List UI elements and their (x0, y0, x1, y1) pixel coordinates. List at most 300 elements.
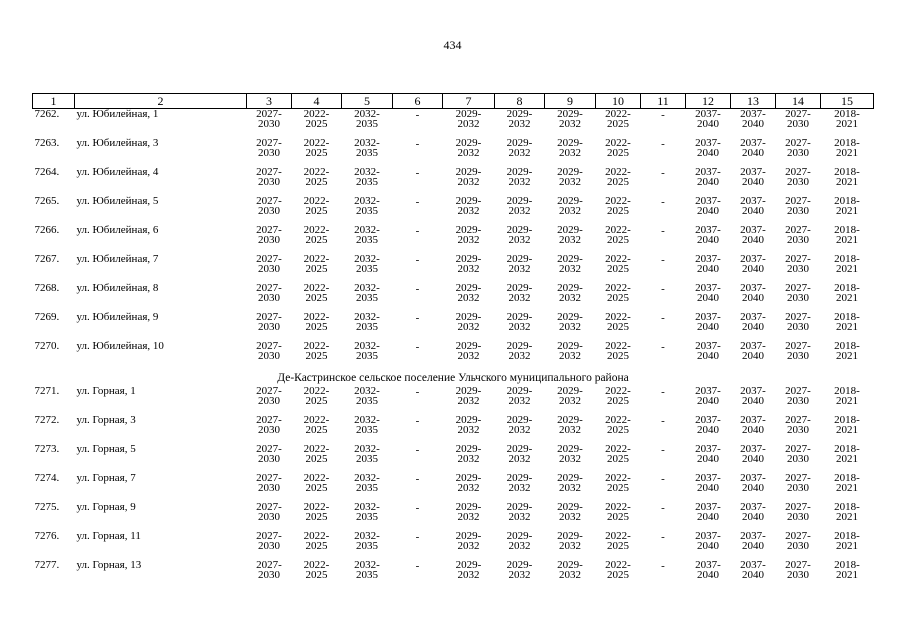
period-end: 2032 (508, 292, 531, 304)
period-cell-c13 (731, 415, 776, 444)
period-cell-c7 (443, 531, 495, 560)
period-end: 2030 (258, 395, 280, 407)
period-end: 2040 (697, 569, 719, 581)
period-start: 2022- (605, 559, 631, 571)
period-cell-c7 (443, 254, 495, 283)
period-cell-c9 (545, 167, 596, 196)
period-start: 2027- (785, 340, 811, 352)
table-row (33, 386, 874, 415)
header-cell: 13 (731, 94, 776, 109)
period-end: 2040 (697, 176, 719, 188)
period-start: 2022- (605, 472, 631, 484)
period-cell-c12 (686, 167, 731, 196)
period-start: 2037- (695, 530, 721, 542)
period-cell-c15 (821, 502, 874, 531)
period-cell-c4 (292, 283, 342, 312)
period-end: 2032 (457, 569, 480, 581)
period-end: 2030 (258, 511, 280, 523)
period-cell-c8 (495, 531, 545, 560)
period-cell-c4 (292, 444, 342, 473)
period-cell-c12 (686, 560, 731, 589)
period-start: 2027- (785, 224, 811, 236)
period-start: 2022- (605, 385, 631, 397)
period-start: 2029- (557, 530, 583, 542)
period-end: 2025 (607, 350, 629, 362)
row-number: 7263. (34, 137, 60, 149)
period-end: 2021 (836, 147, 858, 159)
period-start: 2029- (506, 282, 533, 294)
table-row (33, 415, 874, 444)
period-cell-c3 (247, 560, 292, 589)
period-start: 2018- (834, 340, 860, 352)
period-end: 2032 (457, 263, 480, 275)
period-cell-c8 (495, 341, 545, 370)
period-cell-c9 (545, 531, 596, 560)
period-start: 2027- (256, 195, 282, 207)
period-cell-c8 (495, 283, 545, 312)
header-cell: 11 (641, 94, 686, 109)
period-cell-c14 (776, 415, 821, 444)
period-end: 2040 (697, 147, 719, 159)
period-start: 2037- (695, 137, 721, 149)
period-start: 2022- (605, 253, 631, 265)
period-start: 2027- (785, 414, 811, 426)
period-cell-c10 (596, 312, 641, 341)
table-row (33, 167, 874, 196)
period-start: 2037- (695, 414, 721, 426)
period-cell-c5 (342, 167, 393, 196)
period-start: 2029- (557, 137, 583, 149)
period-cell-c9 (545, 283, 596, 312)
period-cell-c11: - (661, 283, 665, 295)
period-cell-c14 (776, 473, 821, 502)
period-start: 2027- (785, 253, 811, 265)
period-cell-c9 (545, 196, 596, 225)
period-end: 2035 (356, 569, 378, 581)
period-cell-c5 (342, 502, 393, 531)
header-cell: 14 (776, 94, 821, 109)
period-start: 2027- (256, 443, 282, 455)
period-cell-c7 (443, 341, 495, 370)
period-end: 2025 (305, 263, 328, 275)
period-end: 2040 (697, 511, 719, 523)
period-start: 2029- (455, 166, 482, 178)
period-start: 2022- (303, 311, 330, 323)
period-end: 2025 (607, 540, 629, 552)
period-cell-c10 (596, 444, 641, 473)
period-cell-c11: - (661, 531, 665, 543)
table-row (33, 473, 874, 502)
period-cell-c9 (545, 312, 596, 341)
period-end: 2040 (742, 118, 764, 130)
period-end: 2035 (356, 147, 378, 159)
row-number: 7267. (34, 253, 60, 265)
period-end: 2025 (607, 118, 629, 130)
period-end: 2021 (836, 176, 858, 188)
period-cell-c10 (596, 560, 641, 589)
period-cell-c4 (292, 254, 342, 283)
period-start: 2037- (740, 472, 766, 484)
period-end: 2032 (508, 350, 531, 362)
period-cell-c15 (821, 196, 874, 225)
period-cell-c6: - (415, 254, 420, 266)
address-cell: ул. Юбилейная, 5 (76, 195, 159, 207)
period-end: 2032 (508, 482, 531, 494)
period-end: 2021 (836, 424, 858, 436)
period-end: 2040 (697, 540, 719, 552)
period-start: 2022- (303, 108, 330, 120)
period-end: 2035 (356, 205, 378, 217)
period-end: 2025 (305, 176, 328, 188)
period-end: 2035 (356, 118, 378, 130)
period-start: 2018- (834, 137, 860, 149)
period-end: 2025 (607, 176, 629, 188)
header-cell: 1 (33, 94, 75, 109)
period-end: 2030 (787, 147, 809, 159)
period-end: 2032 (508, 569, 531, 581)
row-number: 7276. (34, 530, 60, 542)
address-cell: ул. Юбилейная, 1 (76, 108, 159, 120)
period-start: 2029- (506, 137, 533, 149)
period-cell-c5 (342, 560, 393, 589)
row-number: 7275. (34, 501, 60, 513)
period-end: 2032 (508, 540, 531, 552)
period-cell-c11: - (661, 225, 665, 237)
period-start: 2027- (256, 108, 282, 120)
period-start: 2032- (354, 443, 380, 455)
period-start: 2027- (256, 385, 282, 397)
period-cell-c6: - (415, 502, 420, 514)
period-start: 2032- (354, 166, 380, 178)
period-end: 2021 (836, 395, 858, 407)
address-cell: ул. Горная, 9 (76, 501, 136, 513)
period-start: 2029- (506, 501, 533, 513)
period-cell-c4 (292, 502, 342, 531)
period-end: 2032 (457, 350, 480, 362)
period-end: 2040 (742, 292, 764, 304)
period-start: 2018- (834, 282, 860, 294)
period-cell-c8 (495, 196, 545, 225)
period-end: 2030 (258, 176, 280, 188)
period-cell-c9 (545, 415, 596, 444)
period-start: 2037- (740, 385, 766, 397)
period-cell-c11: - (661, 341, 665, 353)
period-cell-c14 (776, 138, 821, 167)
period-cell-c14 (776, 444, 821, 473)
row-number: 7266. (34, 224, 60, 236)
period-start: 2022- (605, 137, 631, 149)
period-start: 2029- (455, 253, 482, 265)
period-end: 2040 (697, 395, 719, 407)
period-end: 2025 (607, 424, 629, 436)
period-end: 2025 (305, 482, 328, 494)
period-end: 2030 (258, 540, 280, 552)
period-cell-c13 (731, 531, 776, 560)
period-start: 2032- (354, 137, 380, 149)
period-end: 2040 (742, 424, 764, 436)
period-end: 2035 (356, 350, 378, 362)
period-end: 2032 (457, 292, 480, 304)
period-cell-c5 (342, 341, 393, 370)
period-cell-c7 (443, 444, 495, 473)
period-cell-c15 (821, 531, 874, 560)
period-start: 2018- (834, 253, 860, 265)
period-cell-c6: - (415, 138, 420, 150)
period-start: 2022- (303, 340, 330, 352)
period-cell-c7 (443, 502, 495, 531)
period-end: 2030 (258, 350, 280, 362)
period-start: 2029- (455, 443, 482, 455)
address-cell: ул. Юбилейная, 10 (76, 340, 164, 352)
period-end: 2040 (697, 482, 719, 494)
period-end: 2032 (508, 263, 531, 275)
period-cell-c12 (686, 415, 731, 444)
period-end: 2032 (508, 234, 531, 246)
period-cell-c8 (495, 473, 545, 502)
period-cell-c5 (342, 225, 393, 254)
period-start: 2032- (354, 224, 380, 236)
period-cell-c14 (776, 560, 821, 589)
period-end: 2025 (305, 118, 328, 130)
period-cell-c10 (596, 341, 641, 370)
period-cell-c10 (596, 283, 641, 312)
period-start: 2018- (834, 166, 860, 178)
period-cell-c4 (292, 138, 342, 167)
period-end: 2025 (607, 395, 629, 407)
period-cell-c3 (247, 415, 292, 444)
period-end: 2025 (305, 321, 328, 333)
address-cell: ул. Горная, 7 (76, 472, 136, 484)
table-row (33, 254, 874, 283)
period-end: 2030 (258, 569, 280, 581)
period-end: 2040 (697, 350, 719, 362)
section-row (33, 370, 874, 386)
period-cell-c5 (342, 312, 393, 341)
period-cell-c5 (342, 415, 393, 444)
period-cell-c6: - (415, 473, 420, 485)
period-start: 2022- (303, 195, 330, 207)
period-cell-c12 (686, 473, 731, 502)
period-cell-c14 (776, 283, 821, 312)
period-start: 2037- (695, 282, 721, 294)
period-end: 2025 (305, 234, 328, 246)
period-cell-c6: - (415, 444, 420, 456)
period-end: 2032 (457, 453, 480, 465)
table-row (33, 138, 874, 167)
period-end: 2032 (559, 350, 581, 362)
period-start: 2029- (455, 559, 482, 571)
period-cell-c10 (596, 225, 641, 254)
period-end: 2030 (787, 569, 809, 581)
period-end: 2040 (742, 321, 764, 333)
period-cell-c15 (821, 109, 874, 139)
period-start: 2029- (506, 224, 533, 236)
period-end: 2030 (787, 511, 809, 523)
period-cell-c14 (776, 312, 821, 341)
period-cell-c10 (596, 254, 641, 283)
period-end: 2035 (356, 540, 378, 552)
period-end: 2032 (508, 118, 531, 130)
period-start: 2022- (605, 224, 631, 236)
period-end: 2040 (742, 540, 764, 552)
period-end: 2040 (742, 176, 764, 188)
period-cell-c13 (731, 341, 776, 370)
period-start: 2029- (455, 472, 482, 484)
period-cell-c7 (443, 138, 495, 167)
period-end: 2035 (356, 395, 378, 407)
period-start: 2037- (740, 137, 766, 149)
address-cell: ул. Юбилейная, 3 (76, 137, 159, 149)
period-cell-c13 (731, 386, 776, 415)
period-start: 2029- (455, 414, 482, 426)
table-body (33, 94, 874, 590)
period-cell-c5 (342, 196, 393, 225)
period-cell-c4 (292, 167, 342, 196)
period-cell-c8 (495, 502, 545, 531)
period-cell-c6: - (415, 415, 420, 427)
period-end: 2021 (836, 234, 858, 246)
section-title: Де-Кастринское сельское поселение Ульчского муниципального района (277, 372, 629, 384)
period-end: 2032 (559, 147, 581, 159)
period-cell-c4 (292, 386, 342, 415)
period-cell-c3 (247, 531, 292, 560)
period-start: 2027- (785, 108, 811, 120)
period-start: 2029- (506, 108, 533, 120)
period-cell-c13 (731, 138, 776, 167)
period-cell-c4 (292, 531, 342, 560)
period-start: 2022- (303, 166, 330, 178)
period-end: 2032 (457, 482, 480, 494)
period-end: 2032 (559, 453, 581, 465)
period-cell-c7 (443, 312, 495, 341)
period-end: 2032 (457, 147, 480, 159)
period-end: 2032 (508, 395, 531, 407)
period-cell-c8 (495, 167, 545, 196)
period-end: 2032 (559, 482, 581, 494)
period-end: 2040 (742, 482, 764, 494)
period-cell-c11: - (661, 138, 665, 150)
period-end: 2021 (836, 453, 858, 465)
period-end: 2025 (607, 292, 629, 304)
row-number: 7270. (34, 340, 60, 352)
period-end: 2030 (787, 263, 809, 275)
period-cell-c15 (821, 386, 874, 415)
period-start: 2029- (557, 559, 583, 571)
header-cell: 3 (247, 94, 292, 109)
period-cell-c3 (247, 341, 292, 370)
address-cell: ул. Юбилейная, 9 (76, 311, 159, 323)
period-end: 2030 (258, 424, 280, 436)
period-end: 2032 (508, 453, 531, 465)
period-end: 2025 (305, 540, 328, 552)
period-cell-c12 (686, 225, 731, 254)
period-end: 2025 (305, 395, 328, 407)
period-cell-c15 (821, 473, 874, 502)
period-end: 2025 (607, 453, 629, 465)
period-cell-c9 (545, 341, 596, 370)
period-cell-c13 (731, 502, 776, 531)
period-cell-c12 (686, 254, 731, 283)
period-end: 2035 (356, 234, 378, 246)
period-cell-c7 (443, 225, 495, 254)
period-cell-c14 (776, 225, 821, 254)
period-start: 2029- (506, 340, 533, 352)
period-cell-c14 (776, 109, 821, 139)
period-cell-c10 (596, 473, 641, 502)
period-end: 2021 (836, 292, 858, 304)
period-start: 2022- (303, 137, 330, 149)
period-cell-c15 (821, 444, 874, 473)
period-start: 2022- (303, 385, 330, 397)
period-start: 2029- (455, 311, 482, 323)
period-start: 2022- (303, 501, 330, 513)
period-end: 2040 (742, 395, 764, 407)
period-cell-c11: - (661, 415, 665, 427)
period-cell-c12 (686, 531, 731, 560)
period-end: 2032 (559, 118, 581, 130)
period-cell-c7 (443, 283, 495, 312)
period-end: 2025 (607, 569, 629, 581)
period-start: 2027- (785, 311, 811, 323)
period-start: 2022- (605, 282, 631, 294)
period-end: 2025 (607, 234, 629, 246)
period-cell-c8 (495, 560, 545, 589)
period-end: 2030 (787, 118, 809, 130)
period-end: 2032 (508, 147, 531, 159)
table-row (33, 225, 874, 254)
period-end: 2021 (836, 263, 858, 275)
period-start: 2022- (605, 414, 631, 426)
period-start: 2037- (695, 385, 721, 397)
period-end: 2025 (607, 482, 629, 494)
period-cell-c6: - (415, 167, 420, 179)
period-start: 2029- (455, 385, 482, 397)
period-cell-c11: - (661, 473, 665, 485)
period-end: 2032 (457, 205, 480, 217)
period-start: 2027- (785, 137, 811, 149)
period-start: 2037- (695, 340, 721, 352)
period-end: 2030 (787, 292, 809, 304)
period-cell-c10 (596, 502, 641, 531)
period-end: 2025 (607, 147, 629, 159)
period-cell-c8 (495, 138, 545, 167)
period-cell-c8 (495, 109, 545, 139)
period-end: 2025 (305, 205, 328, 217)
period-cell-c6: - (415, 196, 420, 208)
period-cell-c8 (495, 444, 545, 473)
period-cell-c7 (443, 473, 495, 502)
period-start: 2027- (256, 340, 282, 352)
period-end: 2032 (559, 569, 581, 581)
period-end: 2032 (559, 176, 581, 188)
period-cell-c11: - (661, 386, 665, 398)
period-end: 2035 (356, 321, 378, 333)
period-cell-c3 (247, 283, 292, 312)
period-end: 2035 (356, 292, 378, 304)
period-cell-c5 (342, 254, 393, 283)
period-start: 2018- (834, 501, 860, 513)
period-cell-c3 (247, 473, 292, 502)
period-start: 2022- (605, 311, 631, 323)
period-end: 2030 (787, 453, 809, 465)
period-end: 2035 (356, 424, 378, 436)
period-cell-c9 (545, 109, 596, 139)
period-end: 2021 (836, 482, 858, 494)
period-end: 2040 (697, 205, 719, 217)
period-cell-c15 (821, 415, 874, 444)
period-cell-c13 (731, 196, 776, 225)
period-cell-c15 (821, 560, 874, 589)
